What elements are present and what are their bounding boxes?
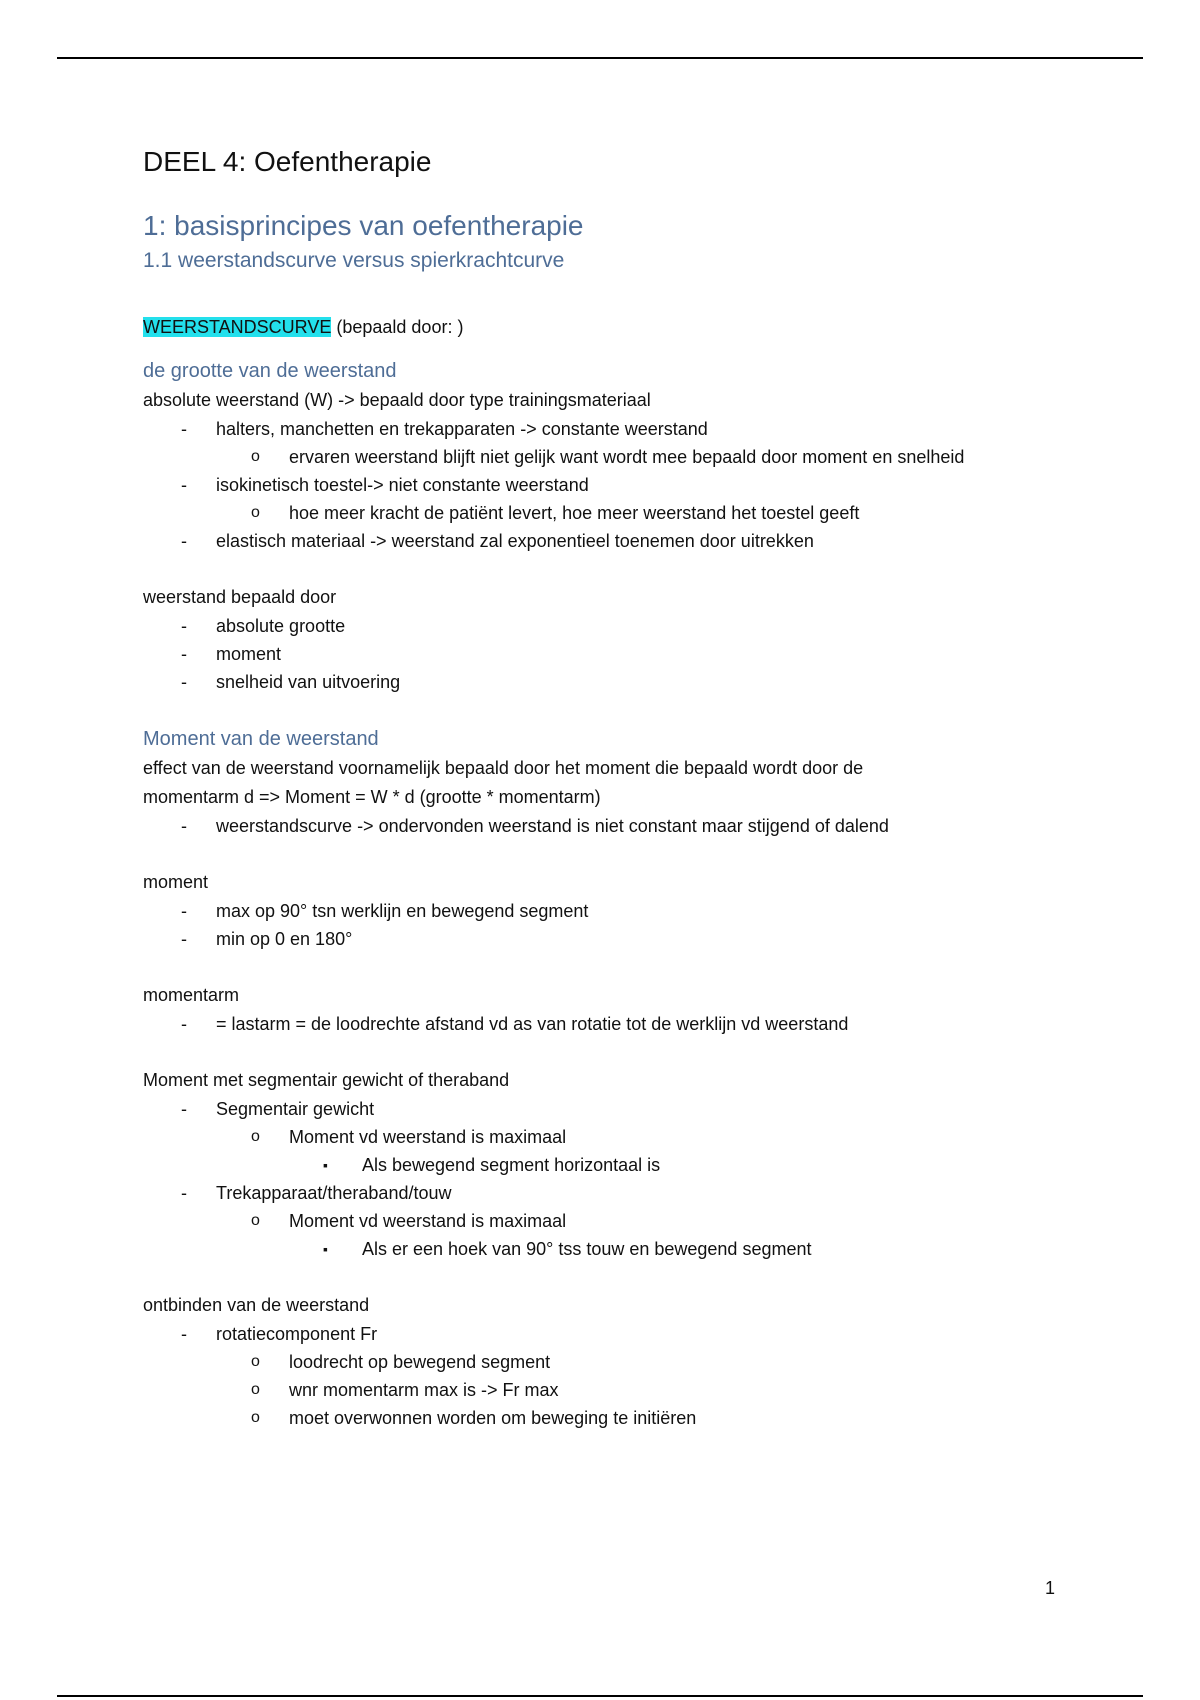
list <box>143 897 1043 953</box>
list-item: - elastisch materiaal -> weerstand zal exponentieel toenemen door uitrekken <box>181 531 814 552</box>
paragraph: weerstand bepaald door <box>143 587 337 608</box>
list-item: - Segmentair gewicht o Moment vd weerstand is maximaal ▪ Als bewegend segment horizontaal is <box>143 1095 1043 1179</box>
list <box>143 812 1043 840</box>
footer-rule <box>57 1695 1143 1697</box>
list <box>143 1010 1043 1038</box>
document-body <box>143 145 1043 1432</box>
heading-2: 1.1 weerstandscurve versus spierkrachtcurve <box>143 249 565 273</box>
paragraph: ontbinden van de weerstand <box>143 1295 370 1316</box>
list-item: - rotatiecomponent Fr o loodrecht op bewegend segment o wnr momentarm max is -> Fr max o moet overwonnen worden om beweging te initiëren <box>143 1320 1043 1432</box>
heading-moment: Moment van de weerstand <box>143 728 379 751</box>
header-rule <box>57 57 1143 59</box>
list-item: o Moment vd weerstand is maximaal ▪ Als bewegend segment horizontaal is <box>143 1123 1043 1179</box>
list-item: o ervaren weerstand blijft niet gelijk want wordt mee bepaald door moment en snelheid <box>251 447 965 468</box>
list-item: o hoe meer kracht de patiënt levert, hoe meer weerstand het toestel geeft <box>251 503 860 524</box>
list-item: o Moment vd weerstand is maximaal ▪ Als er een hoek van 90° tss touw en bewegend segment <box>143 1207 1043 1263</box>
list-item: o loodrecht op bewegend segment <box>251 1352 551 1373</box>
paragraph: momentarm <box>143 985 240 1006</box>
list-item: - moment <box>181 644 282 665</box>
heading-grootte: de grootte van de weerstand <box>143 360 397 383</box>
page-number: 1 <box>1045 1578 1056 1598</box>
heading-1: 1: basisprincipes van oefentherapie <box>143 209 584 241</box>
list-item: - min op 0 en 180° <box>181 929 353 950</box>
list-item: - max op 90° tsn werklijn en bewegend segment <box>181 901 589 922</box>
highlighted-term: WEERSTANDSCURVE <box>143 317 332 338</box>
list-item: - weerstandscurve -> ondervonden weerstand is niet constant maar stijgend of dalend <box>181 816 889 837</box>
list <box>143 415 1043 555</box>
list <box>143 612 1043 696</box>
list-item: - absolute grootte <box>181 616 346 637</box>
list <box>143 1320 1043 1432</box>
list <box>143 1095 1043 1263</box>
list-item: ▪ Als bewegend segment horizontaal is <box>323 1155 661 1176</box>
intro-line <box>143 313 1043 342</box>
intro-rest: (bepaald door: ) <box>331 317 464 338</box>
paragraph: Moment met segmentair gewicht of theraband <box>143 1070 510 1091</box>
paragraph: absolute weerstand (W) -> bepaald door type trainingsmateriaal <box>143 390 651 411</box>
list-item: o moet overwonnen worden om beweging te initiëren <box>251 1408 697 1429</box>
list-item: o wnr momentarm max is -> Fr max <box>251 1380 559 1401</box>
list-item: - Trekapparaat/theraband/touw o Moment vd weerstand is maximaal ▪ Als er een hoek van 90° tss touw en bewegend segment <box>143 1179 1043 1263</box>
list-item: - = lastarm = de loodrechte afstand vd as van rotatie tot de werklijn vd weerstand <box>181 1014 849 1035</box>
paragraph: momentarm d => Moment = W * d (grootte * momentarm) <box>143 787 601 808</box>
document-title: DEEL 4: Oefentherapie <box>143 146 432 177</box>
paragraph: moment <box>143 872 209 893</box>
list-item: - snelheid van uitvoering <box>181 672 401 693</box>
list-item: - isokinetisch toestel-> niet constante weerstand o hoe meer kracht de patiënt levert, hoe meer weerstand het toestel geeft <box>143 471 1043 527</box>
list-item: ▪ Als er een hoek van 90° tss touw en bewegend segment <box>323 1239 812 1260</box>
paragraph: effect van de weerstand voornamelijk bepaald door het moment die bepaald wordt door de <box>143 758 864 779</box>
list-item: - halters, manchetten en trekapparaten -> constante weerstand o ervaren weerstand blijft niet gelijk want wordt mee bepaald door moment en snelheid <box>143 415 1043 471</box>
